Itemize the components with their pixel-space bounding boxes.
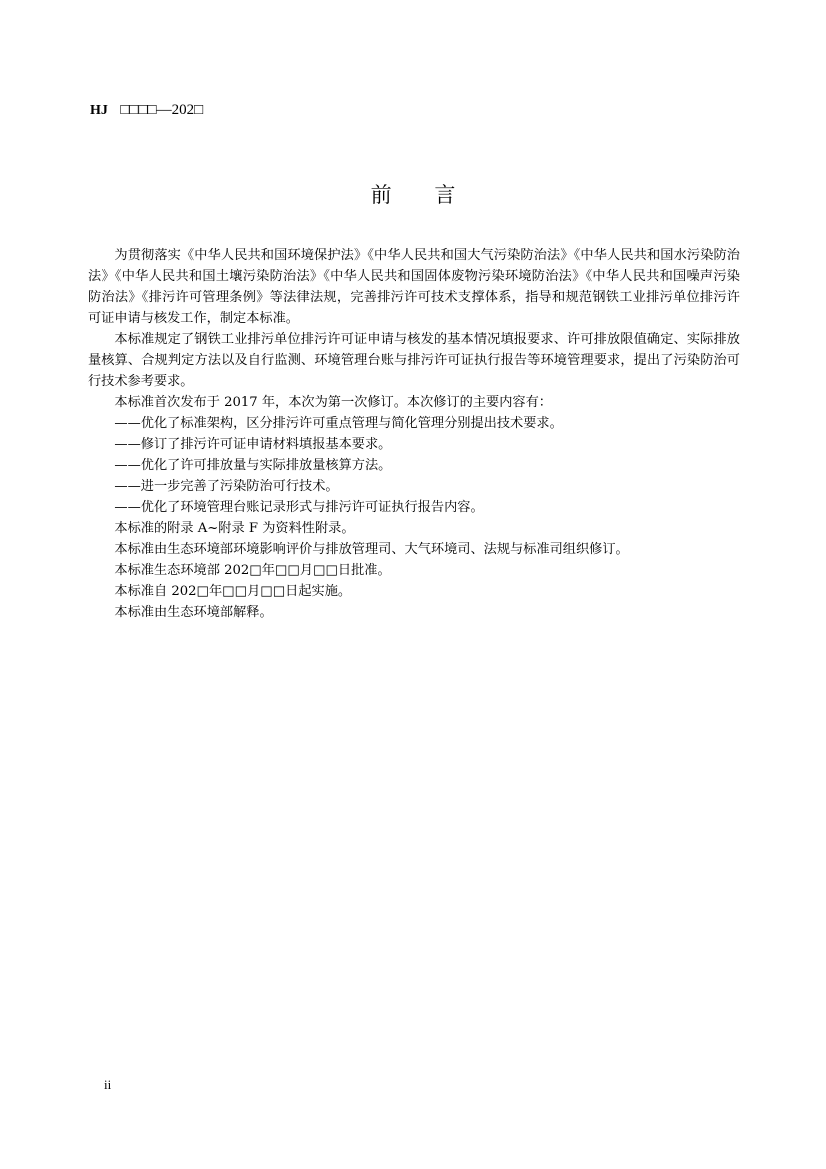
paragraph: 本标准规定了钢铁工业排污单位排污许可证申请与核发的基本情况填报要求、许可排放限值确定、实际排放量核算、合规判定方法以及自行监测、环境管理台账与排污许可证执行报告等环境管理要求，提出了污染防治可行技术参考要求。 — [88, 332, 740, 389]
paragraph: 本标准生态环境部 202□年□□月□□日批准。 — [114, 563, 391, 578]
title-char-1: 前 — [370, 183, 392, 207]
document-body — [88, 245, 740, 623]
paragraph: 本标准首次发布于 2017 年，本次为第一次修订。本次修订的主要内容有： — [114, 395, 552, 410]
paragraph: 本标准自 202□年□□月□□日起实施。 — [114, 584, 352, 599]
list-item: ——修订了排污许可证申请材料填报基本要求。 — [114, 437, 392, 452]
document-header — [90, 100, 203, 121]
standard-code: □□□□—202□ — [120, 102, 204, 118]
list-item: ——优化了标准架构，区分排污许可重点管理与简化管理分别提出技术要求。 — [114, 416, 563, 431]
list-item: ——进一步完善了污染防治可行技术。 — [114, 479, 339, 494]
list-item: ——优化了环境管理台账记录形式与排污许可证执行报告内容。 — [114, 500, 484, 515]
paragraph: 为贯彻落实《中华人民共和国环境保护法》《中华人民共和国大气污染防治法》《中华人民共和国水污染防治法》《中华人民共和国土壤污染防治法》《中华人民共和国固体废物污染环境防治法》《中华人民共和国噪声污染防治法》《排污许可管理条例》等法律法规，完善排污许可技术支撑体系，指导和规范钢铁工业排污单位排污许可证申请与核发工作，制定本标准。 — [88, 248, 740, 326]
standard-prefix: HJ — [90, 103, 108, 118]
page-title — [0, 180, 826, 210]
list-item: ——优化了许可排放量与实际排放量核算方法。 — [114, 458, 392, 473]
title-char-2: 言 — [434, 183, 456, 207]
paragraph: 本标准由生态环境部解释。 — [114, 605, 273, 620]
paragraph: 本标准的附录 A~附录 F 为资料性附录。 — [114, 521, 355, 536]
page-number: ii — [104, 1077, 112, 1092]
paragraph: 本标准由生态环境部环境影响评价与排放管理司、大气环境司、法规与标准司组织修订。 — [114, 542, 629, 557]
